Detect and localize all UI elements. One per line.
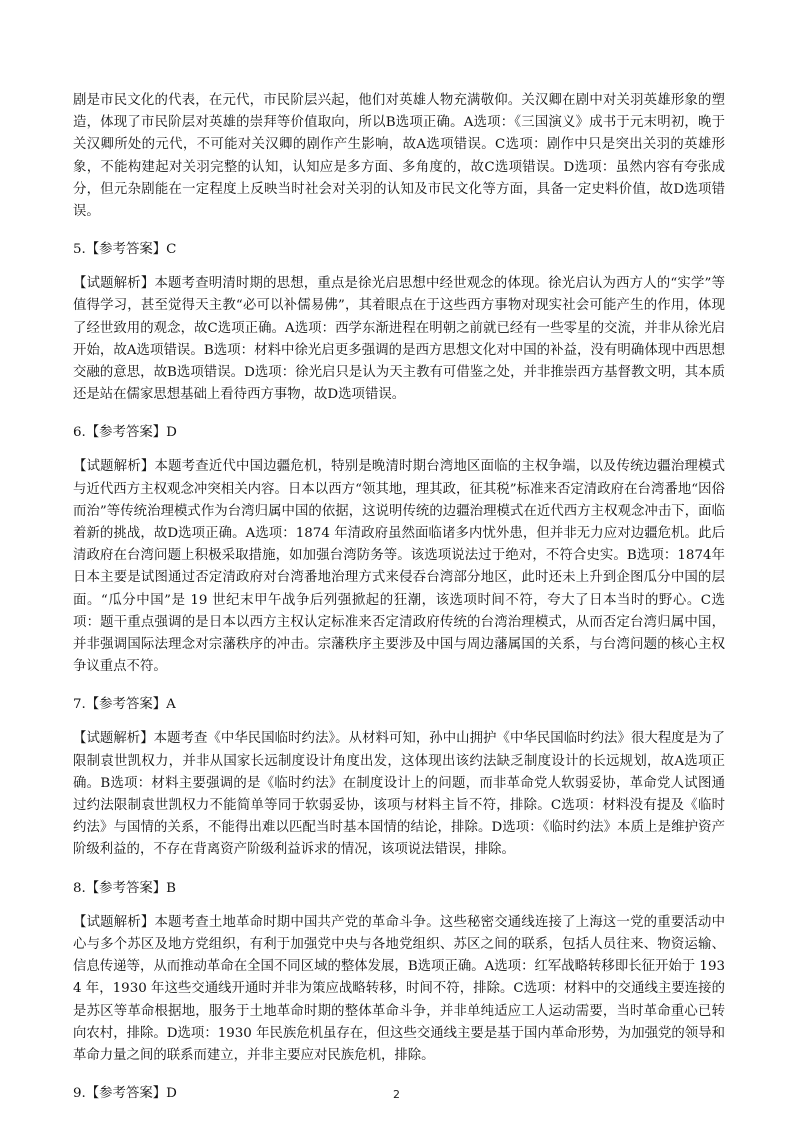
answer-6: 6.【参考答案】D <box>73 425 177 441</box>
answer-5: 5.【参考答案】C <box>73 242 177 258</box>
intro-paragraph: 剧是市民文化的代表，在元代，市民阶层兴起，他们对英雄人物充满敬仰。关汉卿在剧中对关羽英雄形象的塑造，体现了市民阶层对英雄的崇拜等价值取向，所以B选项正确。A选项：《三国演义》成书于元末明初，晚于关汉卿所处的元代，不可能对关汉卿的剧作产生影响，故A选项错误。C选项：剧作中只是突出关羽的英雄形象，不能构建起对关羽完整的认知，认知应是多方面、多角度的，故C选项错误。D选项：虽然内容有夸张成分，但元杂剧能在一定程度上反映当时社会对关羽的认知及市民文化等方面，具备一定史料价值，故D选项错误。 <box>73 93 725 220</box>
analysis-5: 【试题解析】本题考查明清时期的思想，重点是徐光启思想中经世观念的体现。徐光启认为西方人的“实学”等值得学习，甚至觉得天主教“必可以补儒易佛”，其着眼点在于这些西方事物对现实社会可能产生的作用，体现了经世致用的观念，故C选项正确。A选项：西学东渐进程在明朝之前就已经有一些零星的交流，并非从徐光启开始，故A选项错误。B选项：材料中徐光启更多强调的是西方思想文化对中国的补益，没有明确体现中西思想交融的意思，故B选项错误。D选项：徐光启只是认为天主教有可借鉴之处，并非推崇西方基督教文明，其本质还是站在儒家思想基础上看待西方事物，故D选项错误。 <box>73 276 725 403</box>
analysis-6: 【试题解析】本题考查近代中国边疆危机，特别是晚清时期台湾地区面临的主权争端，以及传统边疆治理模式与近代西方主权观念冲突相关内容。日本以西方“领其地，理其政，征其税”标准来否定清政府在台湾番地“因俗而治”等传统治理模式作为台湾归属中国的依据，这说明传统的边疆治理模式在近代西方主权观念冲击下，面临着新的挑战，故D选项正确。A选项：1874 年清政府虽然面临诸多内忧外患，但并非无力应对边疆危机。此后清政府在台湾问题上积极采取措施，如加强台湾防务等。该选项说法过于绝对，不符合史实。B选项：1874年日本主要是试图通过否定清政府对台湾番地治理方式来侵吞台湾部分地区，此时还未上升到企图瓜分中国的层面。“瓜分中国”是 19 世纪末甲午战争后列强掀起的狂潮，该选项时间不符，夸大了日本当时的野心。C选项：题干重点强调的是日本以西方主权认定标准来否定清政府传统的台湾治理模式，从而否定台湾归属中国，并非强调国际法理念对宗藩秩序的冲击。宗藩秩序主要涉及中国与周边藩属国的关系，与台湾问题的核心主权争议重点不符。 <box>73 459 725 675</box>
document-body <box>73 90 725 1117</box>
answer-7: 7.【参考答案】A <box>73 697 176 713</box>
page-number: 2 <box>393 1088 400 1101</box>
analysis-7: 【试题解析】本题考查《中华民国临时约法》。从材料可知，孙中山拥护《中华民国临时约法》很大程度是为了限制袁世凯权力，并非从国家长远制度设计角度出发，这体现出该约法缺乏制度设计的长远规划，故A选项正确。B选项：材料主要强调的是《临时约法》在制度设计上的问题，而非革命党人软弱妥协，革命党人试图通过约法限制袁世凯权力不能简单等同于软弱妥协，该项与材料主旨不符，排除。C选项：材料没有提及《临时约法》与国情的关系，不能得出难以匹配当时基本国情的结论，排除。D选项：《临时约法》本质上是维护资产阶级利益的，不存在背离资产阶级利益诉求的情况，该项说法错误，排除。 <box>73 731 725 858</box>
answer-9: 9.【参考答案】D <box>73 1086 177 1102</box>
analysis-8: 【试题解析】本题考查土地革命时期中国共产党的革命斗争。这些秘密交通线连接了上海这一党的重要活动中心与多个苏区及地方党组织，有利于加强党中央与各地党组织、苏区之间的联系，包括人员往来、物资运输、信息传递等，从而推动革命在全国不同区域的整体发展，B选项正确。A选项：红军战略转移即长征开始于 1934 年，1930 年这些交通线开通时并非为策应战略转移，时间不符，排除。C选项：材料中的交通线主要连接的是苏区等革命根据地，服务于土地革命时期的整体革命斗争，并非单纯适应工人运动需要，当时革命重心已转向农村，排除。D选项：1930 年民族危机虽存在，但这些交通线主要是基于国内革命形势，为加强党的领导和革命力量之间的联系而建立，并非主要应对民族危机，排除。 <box>73 914 725 1063</box>
answer-8: 8.【参考答案】B <box>73 880 176 896</box>
